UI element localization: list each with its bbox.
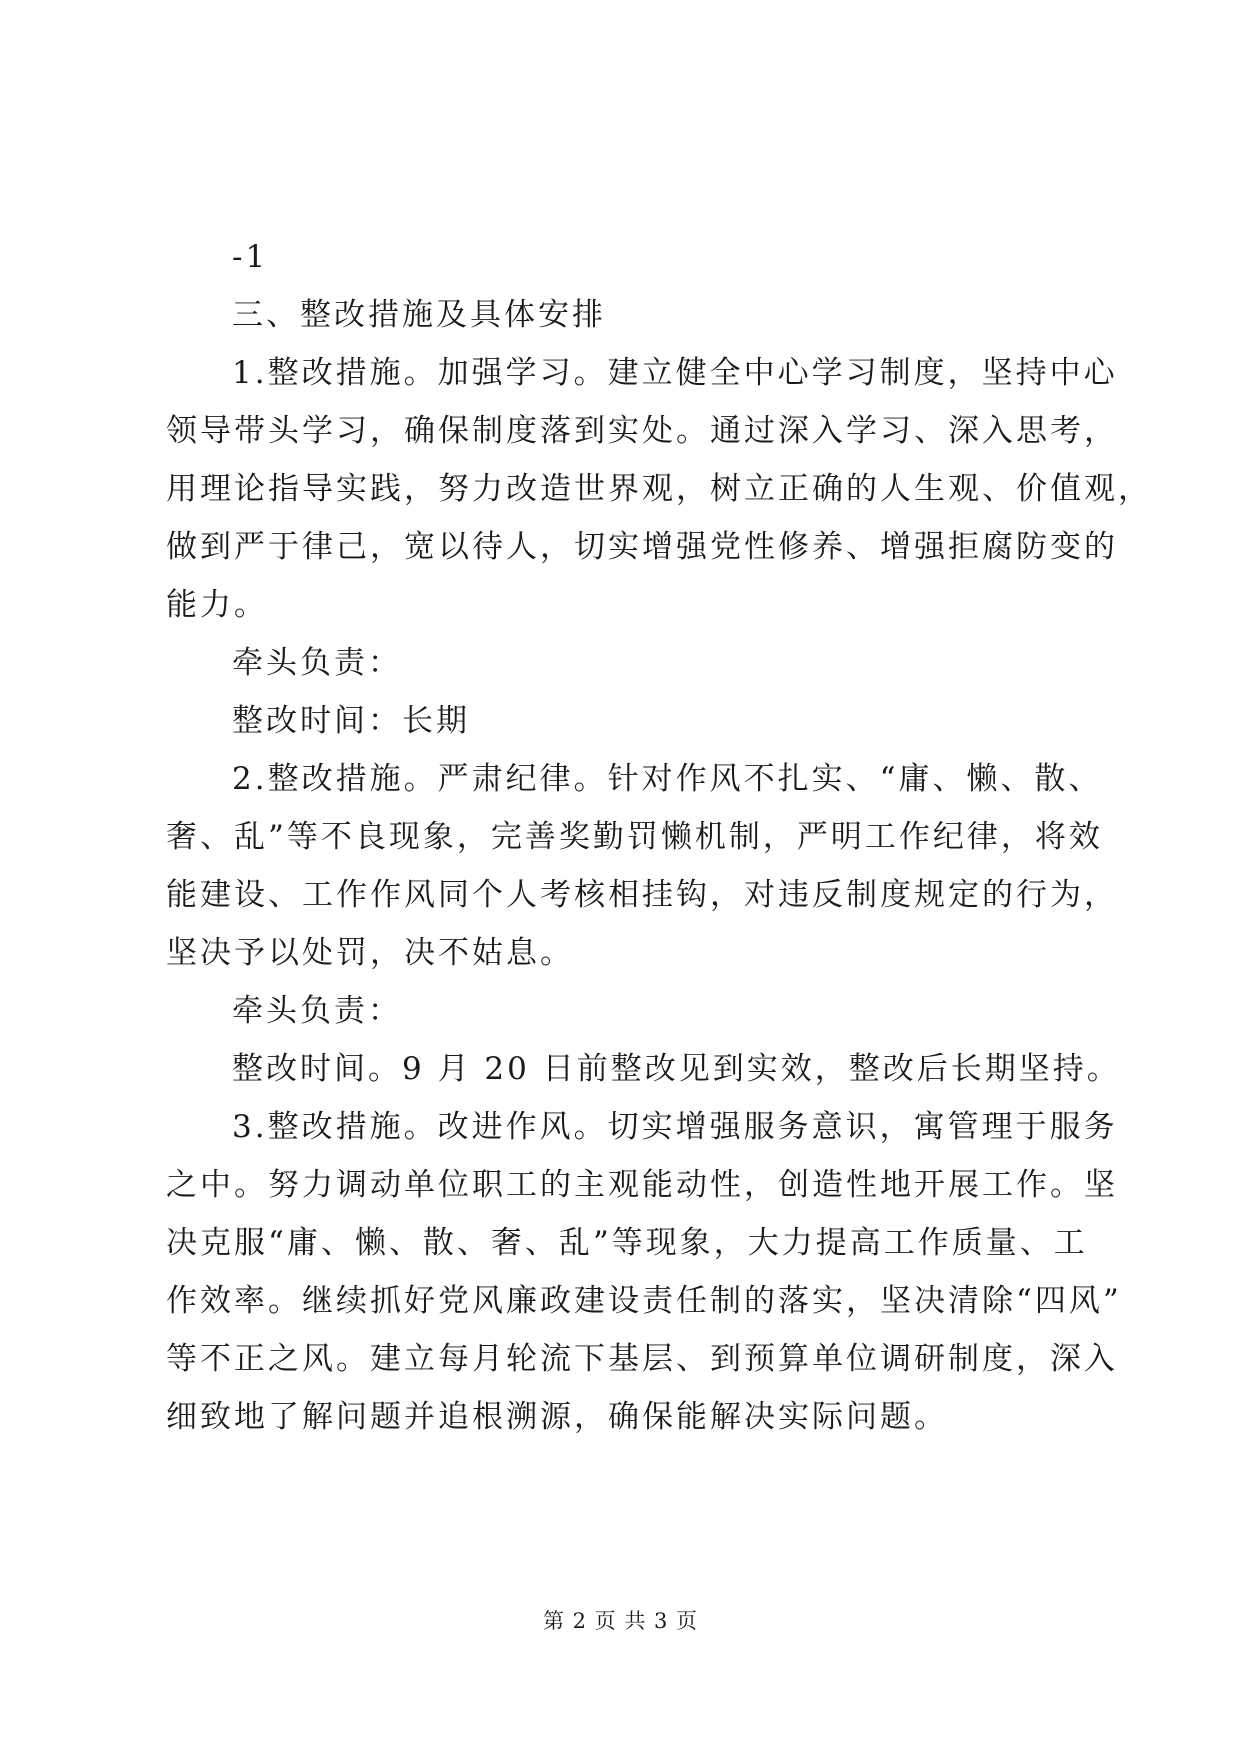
page-fragment-text: -1 <box>232 239 269 275</box>
paragraph-item-3 <box>166 1098 1122 1446</box>
paragraph-line: 决克服“庸、懒、散、奢、乱”等现象，大力提高工作质量、工 <box>166 1225 1088 1261</box>
paragraph-line: 用理论指导实践，努力改造世界观，树立正确的人生观、价值观， <box>166 471 1152 507</box>
page-footer: 第 2 页 共 3 页 <box>542 1609 699 1633</box>
paragraph-line: 3.整改措施。改进作风。切实增强服务意识，寓管理于服务 <box>232 1109 1118 1145</box>
paragraph-line: 等不正之风。建立每月轮流下基层、到预算单位调研制度，深入 <box>166 1341 1118 1377</box>
paragraph-line: 坚决予以处罚，决不姑息。 <box>166 935 574 971</box>
document-body <box>166 228 1152 1446</box>
paragraph-line: 细致地了解问题并追根溯源，确保能解决实际问题。 <box>166 1399 948 1435</box>
paragraph-line: 能力。 <box>166 587 268 623</box>
rectification-time: 整改时间。9 月 20 日前整改见到实效，整改后长期坚持。 <box>232 1051 1121 1087</box>
lead-responsible-label: 牵头负责： <box>232 993 402 1029</box>
section-heading: 三、整改措施及具体安排 <box>232 297 606 333</box>
paragraph-line: 之中。努力调动单位职工的主观能动性，创造性地开展工作。坚 <box>166 1167 1118 1203</box>
paragraph-line: 1.整改措施。加强学习。建立健全中心学习制度，坚持中心 <box>232 355 1118 391</box>
lead-responsible-label: 牵头负责： <box>232 645 402 681</box>
rectification-time: 整改时间：长期 <box>232 703 470 739</box>
paragraph-line: 做到严于律己，宽以待人，切实增强党性修养、增强拒腐防变的 <box>166 529 1118 565</box>
paragraph-line: 领导带头学习，确保制度落到实处。通过深入学习、深入思考， <box>166 413 1118 449</box>
paragraph-line: 2.整改措施。严肃纪律。针对作风不扎实、“庸、懒、散、 <box>232 761 1103 797</box>
paragraph-line: 能建设、工作作风同个人考核相挂钩，对违反制度规定的行为， <box>166 877 1118 913</box>
paragraph-line: 作效率。继续抓好党风廉政建设责任制的落实，坚决清除“四风” <box>166 1283 1122 1319</box>
paragraph-line: 奢、乱”等不良现象，完善奖勤罚懒机制，严明工作纪律，将效 <box>166 819 1103 855</box>
paragraph-item-1 <box>166 344 1152 634</box>
paragraph-item-2 <box>166 750 1118 982</box>
